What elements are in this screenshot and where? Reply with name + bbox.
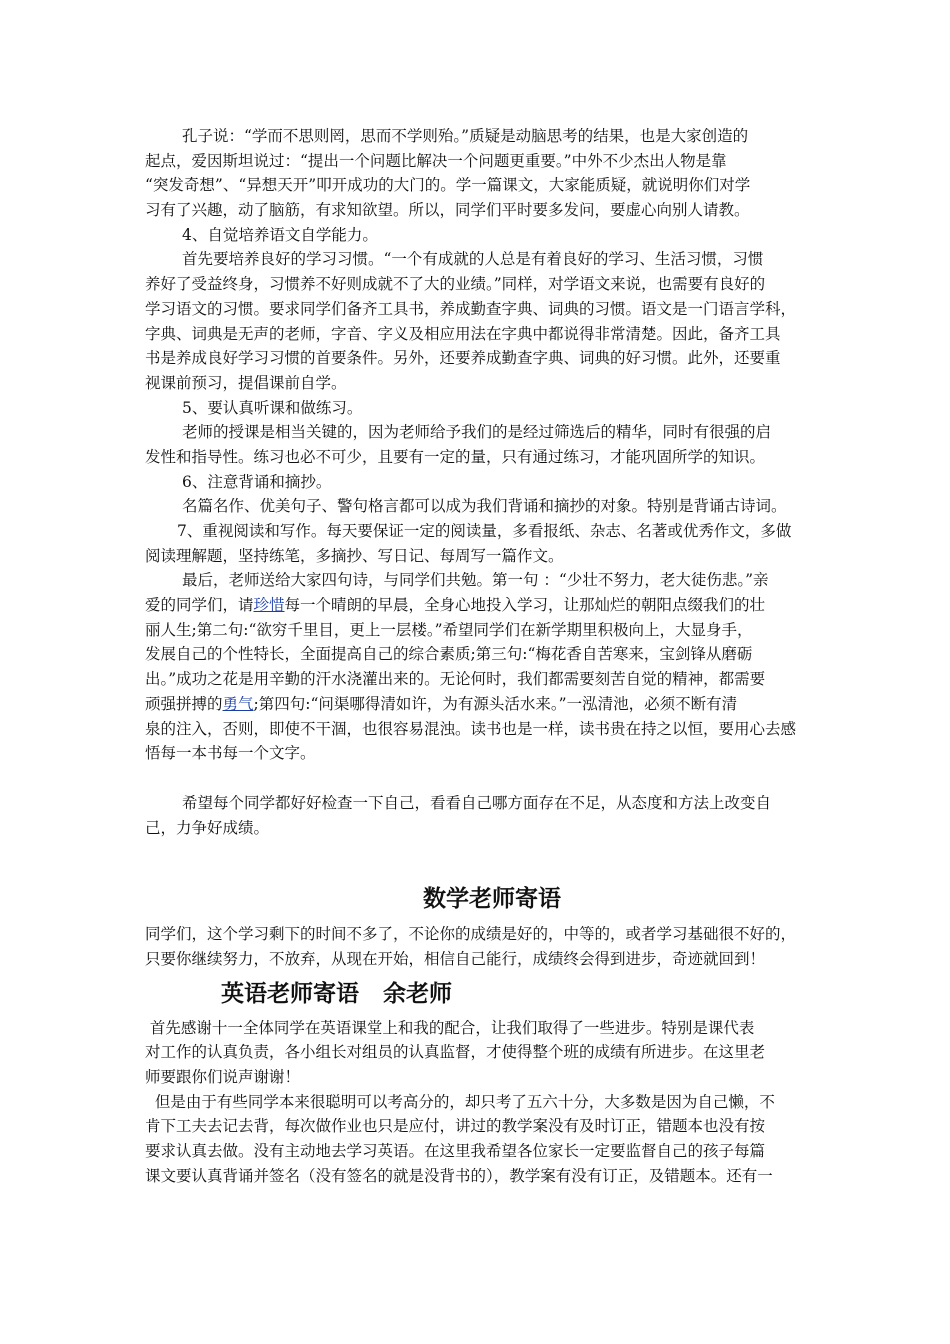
section-heading-6: 6、注意背诵和摘抄。: [182, 472, 332, 491]
text-line: 同学们，这个学习剩下的时间不多了，不论你的成绩是好的，中等的，或者学习基础很不好的，: [145, 925, 797, 944]
text-line: 发性和指导性。练习也必不可少，且要有一定的量，只有通过练习，才能巩固所学的知识。: [145, 447, 766, 466]
text-line: 阅读理解题，坚持练笔，多摘抄、写日记、每周写一篇作文。: [145, 546, 564, 565]
text-line: 老师的授课是相当关键的，因为老师给予我们的是经过筛选后的精华，同时有很强的启: [182, 423, 772, 442]
text-span: 爱的同学们，请: [145, 596, 254, 615]
text-line: 肯下工夫去记去背，每次做作业也只是应付，讲过的教学案没有及时订正，错题本也没有按: [145, 1117, 766, 1136]
chinese-section: [145, 124, 821, 840]
math-teacher-title: 数学老师寄语: [423, 885, 561, 913]
text-line: 最后，老师送给大家四句诗，与同学们共勉。第一句 ：“少壮不努力，老大徒伤悲。”亲: [182, 571, 769, 590]
text-line: 起点，爱因斯坦说过：“提出一个问题比解决一个问题更重要。”中外不少杰出人物是靠: [145, 151, 727, 170]
link-courage[interactable]: 勇气: [222, 694, 254, 713]
text-line: 书是养成良好学习习惯的首要条件。另外，还要养成勤查字典、词典的好习惯。此外，还要重: [145, 349, 781, 368]
text-line: 名篇名作、优美句子、警句格言都可以成为我们背诵和摘抄的对象。特别是背诵古诗词。: [182, 497, 787, 516]
english-teacher-title: 英语老师寄语 余老师: [221, 979, 453, 1007]
text-line: 希望每个同学都好好检查一下自己，看看自己哪方面存在不足，从态度和方法上改变自: [182, 793, 772, 812]
english-section: [145, 972, 821, 1189]
text-line: [145, 593, 821, 618]
text-line: 泉的注入，否则，即使不干涸，也很容易混浊。读书也是一样，读书贵在持之以恒，要用心去感: [145, 719, 797, 738]
text-line: 首先要培养良好的学习习惯。“一个有成就的人总是有着良好的学习、生活习惯，习惯: [182, 250, 764, 269]
text-line: 己，力争好成绩。: [145, 818, 270, 837]
text-span: 每一个晴朗的早晨，全身心地投入学习，让那灿烂的朝阳点缀我们的壮: [284, 596, 766, 615]
text-line: 养好了受益终身，习惯养不好则成就不了大的业绩。”同样，对学语文来说，也需要有良好的: [145, 275, 766, 294]
text-line: [145, 692, 821, 717]
text-line: 课文要认真背诵并签名（没有签名的就是没背书的），教学案有没有订正，及错题本。还有一: [145, 1166, 773, 1185]
text-line: 学习语文的习惯。要求同学们备齐工具书，养成勤查字典、词典的习惯。语文是一门语言学科，: [145, 299, 797, 318]
math-section: [145, 876, 821, 971]
text-line: 要求认真去做。没有主动地去学习英语。在这里我希望各位家长一定要监督自己的孩子每篇: [145, 1142, 766, 1161]
text-line: 习有了兴趣，动了脑筋，有求知欲望。所以，同学们平时要多发问，要虚心向别人请教。: [145, 201, 750, 220]
section-heading-4: 4、自觉培养语文自学能力。: [182, 225, 378, 244]
document-page: [145, 124, 821, 1188]
text-line: 出。”成功之花是用辛勤的汗水浇灌出来的。无论何时，我们都需要刻苦自觉的精神，都需要: [145, 670, 766, 689]
text-line: 首先感谢十一全体同学在英语课堂上和我的配合，让我们取得了一些进步。特别是课代表: [145, 1018, 755, 1037]
text-line: 孔子说：“学而不思则罔，思而不学则殆。”质疑是动脑思考的结果，也是大家创造的: [182, 127, 749, 145]
text-line: 但是由于有些同学本来很聪明可以考高分的，却只考了五六十分，大多数是因为自己懒，不: [145, 1092, 775, 1111]
text-line: 师要跟你们说声谢谢！: [145, 1068, 301, 1086]
paragraph-gap: [145, 766, 821, 791]
text-line: 丽人生;第二句:“欲穷千里目，更上一层楼。”希望同学们在新学期里积极向上，大显身手，: [145, 620, 753, 639]
text-line: “突发奇想”、“异想天开”叩开成功的大门的。学一篇课文，大家能质疑，就说明你们对学: [145, 176, 751, 195]
link-cherish[interactable]: 珍惜: [253, 596, 285, 615]
text-span: 顽强拼搏的: [145, 694, 223, 713]
text-line: 只要你继续努力，不放弃，从现在开始，相信自己能行，成绩终会得到进步，奇迹就回到！: [145, 949, 766, 968]
text-line: 对工作的认真负责，各小组长对组员的认真监督，才使得整个班的成绩有所进步。在这里老: [145, 1043, 766, 1062]
text-line: 视课前预习，提倡课前自学。: [145, 373, 347, 392]
section-heading-7: 7、重视阅读和写作。每天要保证一定的阅读量，多看报纸、杂志、名著或优秀作文，多做: [177, 522, 792, 540]
text-span: ;第四句:“问渠哪得清如许，为有源头活水来。”一泓清池，必须不断有清: [253, 694, 738, 713]
section-heading-5: 5、要认真听课和做练习。: [182, 398, 363, 417]
text-line: 发展自己的个性特长，全面提高自己的综合素质;第三句:“梅花香自苦寒来，宝剑锋从磨砺: [145, 645, 753, 664]
text-line: 悟每一本书每一个文字。: [145, 744, 316, 763]
text-line: 字典、词典是无声的老师，字音、字义及相应用法在字典中都说得非常清楚。因此，备齐工具: [145, 324, 781, 343]
